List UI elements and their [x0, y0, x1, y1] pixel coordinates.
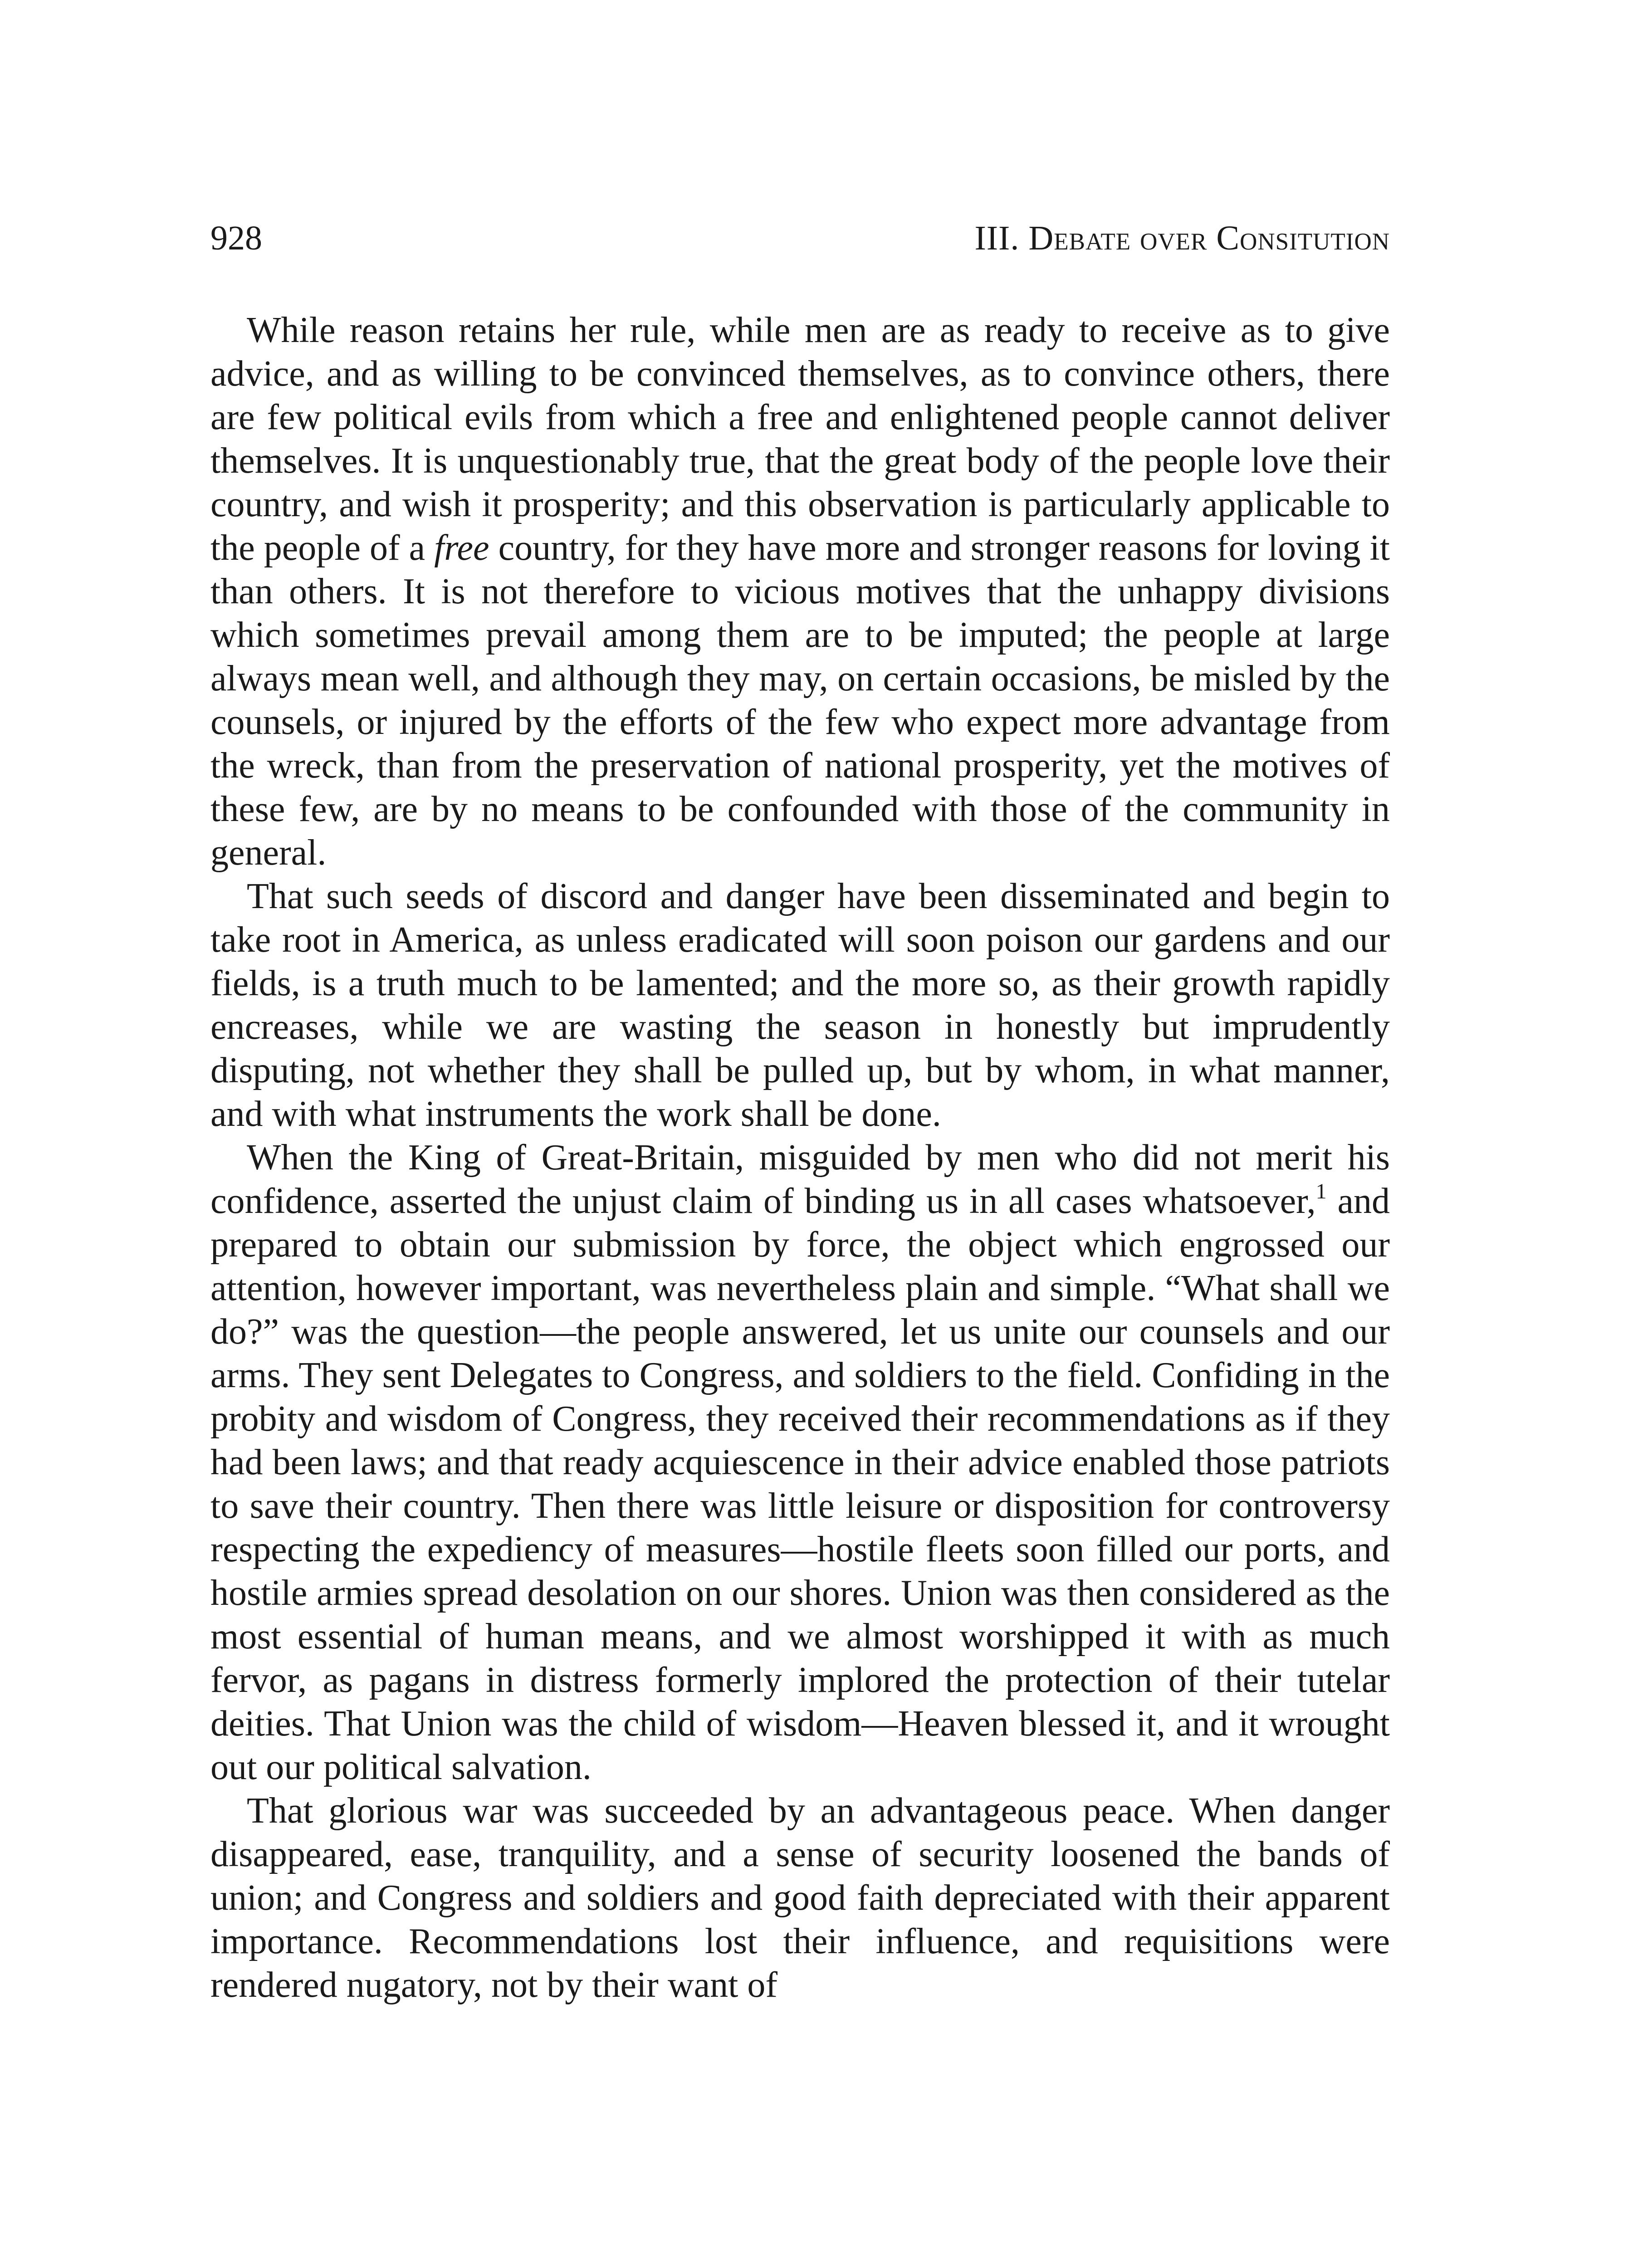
paragraph-4: That glorious war was succeeded by an advantageous peace. When danger disappeared, ease, tranquility, and a sense of security loosened the bands of union; and Congress and soldiers and good faith depreciated with their apparent importance. Recommendations lost their influence, and requisitions were rendered nugatory, not by their want of [210, 1791, 1390, 2005]
paragraph-3-text-b: and prepared to obtain our submission by force, the object which engrossed our attention, however important, was nevertheless plain and simple. “What shall we do?” was the question—the people answered, let us unite our counsels and our arms. They sent Delegates to Congress, and soldiers to the field. Confiding in the probity and wisdom of Congress, they received their recommendations as if they had been laws; and that ready acquiescence in their advice enabled those patriots to save their country. Then there was little leisure or disposition for controversy respecting the expediency of measures—hostile fleets soon filled our ports, and hostile armies spread desolation on our shores. Union was then considered as the most essential of human means, and we almost worshipped it with as much fervor, as pagans in distress formerly implored the protection of their tutelar deities. That Union was the child of wisdom—Heaven blessed it, and it wrought out our political salvation. [210, 1181, 1390, 1787]
paragraph-1-text-a: While reason retains her rule, while men are as ready to receive as to give advice, and as willing to be convinced themselves, as to convince others, there are few political evils from which a free and enlightened people cannot deliver themselves. It is unquestionably true, that the great body of the people love their country, and wish it prosperity; and this observation is particularly applicable to the people of a [210, 310, 1390, 568]
paragraph-1-text-b: country, for they have more and stronger reasons for loving it than others. It is not therefore to vicious motives that the unhappy divisions which sometimes prevail among them are to be imputed; the people at large always mean well, and although they may, on certain occasions, be misled by the counsels, or injured by the efforts of the few who expect more advantage from the wreck, than from the preservation of national prosperity, yet the motives of these few, are by no means to be confounded with those of the community in general. [210, 528, 1390, 873]
footnote-marker: 1 [1315, 1179, 1327, 1203]
paragraph-1 [210, 308, 1390, 875]
paragraph-2: That such seeds of discord and danger have been disseminated and begin to take root in America, as unless eradicated will soon poison our gardens and our fields, is a truth much to be lamented; and the more so, as their growth rapidly encreases, while we are wasting the season in honestly but imprudently disputing, not whether they shall be pulled up, but by whom, in what manner, and with what instruments the work shall be done. [210, 876, 1390, 1134]
page-number: 928 [210, 219, 262, 257]
paragraph-3-text-a: When the King of Great-Britain, misguided by men who did not merit his confidence, asserted the unjust claim of binding us in all cases whatsoever, [210, 1138, 1390, 1221]
running-head: III. Debate over Consitution [974, 219, 1390, 257]
paragraph-3 [210, 1136, 1390, 1789]
body-text [210, 308, 1390, 2007]
emphasis-free: free [434, 528, 489, 568]
page-header [210, 213, 1390, 263]
